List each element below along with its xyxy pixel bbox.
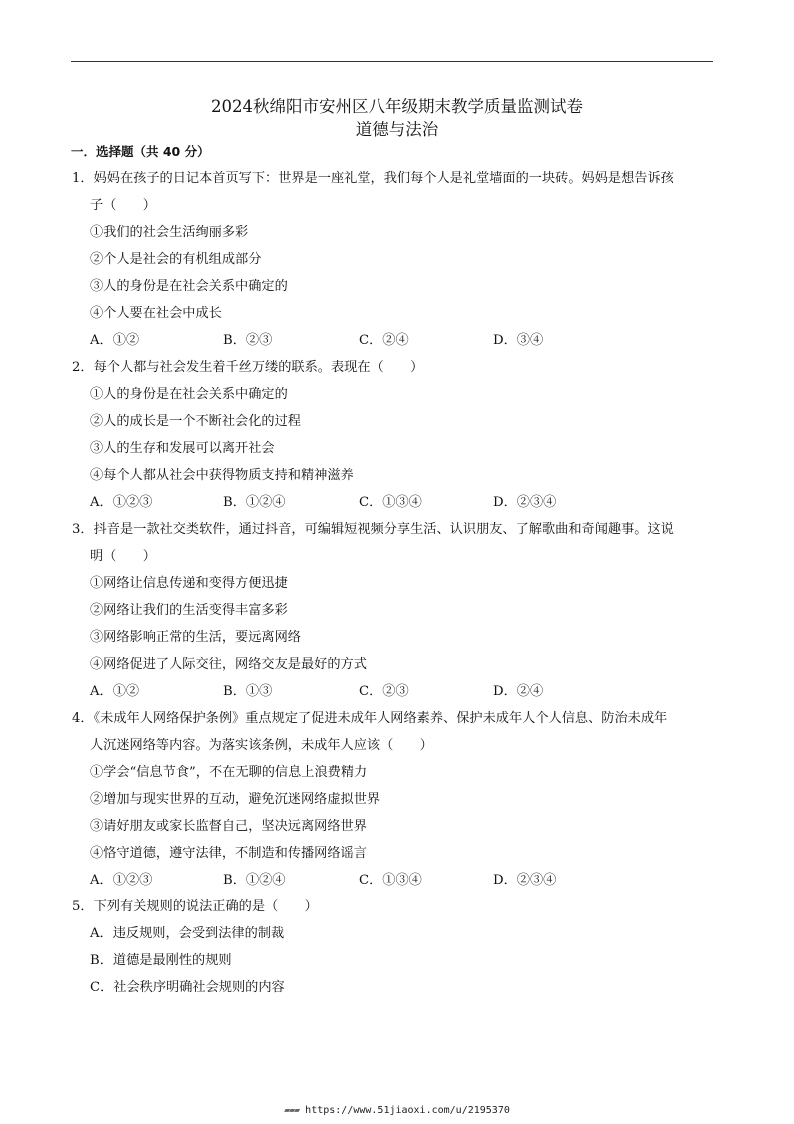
statement-option: ②增加与现实世界的互动，避免沉迷网络虚拟世界 xyxy=(90,792,381,807)
answer-choice-c: C．①③④ xyxy=(359,495,422,510)
statement-option: ②个人是社会的有机组成部分 xyxy=(90,252,262,267)
answer-choice-d: D．③④ xyxy=(493,333,544,348)
answer-choice-a: A．①②③ xyxy=(90,495,153,510)
statement-option: ③人的生存和发展可以离开社会 xyxy=(90,441,275,456)
answer-choice-a: A．①②③ xyxy=(90,873,153,888)
page-footer xyxy=(0,1104,794,1118)
exam-subject: 道德与法治 xyxy=(355,120,439,139)
question-stem: 1．妈妈在孩子的日记本首页写下：世界是一座礼堂，我们每个人是礼堂墙面的一块砖。妈妈是想告诉孩 xyxy=(72,171,674,186)
question-stem: 2．每个人都与社会发生着千丝万缕的联系。表现在（ ） xyxy=(72,360,424,375)
answer-choice-a: A．①② xyxy=(90,333,140,348)
statement-option: ③人的身份是在社会关系中确定的 xyxy=(90,279,288,294)
answer-choice-b: B．道德是最刚性的规则 xyxy=(90,953,232,968)
statement-option: ①学会“信息节食”，不在无聊的信息上浪费精力 xyxy=(90,765,368,780)
answer-choice-b: B．①③ xyxy=(223,684,273,699)
statement-option: ①网络让信息传递和变得方便迅捷 xyxy=(90,576,288,591)
answer-choice-a: A．违反规则，会受到法律的制裁 xyxy=(90,926,285,941)
answer-choice-c: C．①③④ xyxy=(359,873,422,888)
statement-option: ①我们的社会生活绚丽多彩 xyxy=(90,225,249,240)
section-heading: 一．选择题（共 40 分） xyxy=(71,144,210,159)
statement-option: ④每个人都从社会中获得物质支持和精神滋养 xyxy=(90,468,354,483)
statement-option: ④恪守道德，遵守法律，不制造和传播网络谣言 xyxy=(90,846,367,861)
header-rule xyxy=(71,61,713,62)
question-stem-continuation: 明（ ） xyxy=(90,549,156,564)
question-stem-continuation: 人沉迷网络等内容。为落实该条例，未成年人应该（ ） xyxy=(90,738,433,753)
answer-choice-c: C．②③ xyxy=(359,684,409,699)
statement-option: ①人的身份是在社会关系中确定的 xyxy=(90,387,288,402)
statement-option: ③请好朋友或家长监督自己，坚决远离网络世界 xyxy=(90,819,367,834)
question-stem-continuation: 子（ ） xyxy=(90,198,156,213)
answer-choice-a: A．①② xyxy=(90,684,140,699)
answer-choice-b: B．②③ xyxy=(223,333,273,348)
answer-choice-d: D．②④ xyxy=(493,684,544,699)
footer-link[interactable]: https://www.51jiaoxi.com/u/2195370 xyxy=(305,1105,510,1116)
question-stem: 5．下列有关规则的说法正确的是（ ） xyxy=(72,899,318,914)
watermark-logo-icon: ▰▰▰ xyxy=(284,1105,300,1116)
answer-choice-b: B．①②④ xyxy=(223,495,286,510)
statement-option: ③网络影响正常的生活，要远离网络 xyxy=(90,630,301,645)
answer-choice-d: D．②③④ xyxy=(493,873,557,888)
statement-option: ②人的成长是一个不断社会化的过程 xyxy=(90,414,301,429)
question-stem: 4．《未成年人网络保护条例》重点规定了促进未成年人网络素养、保护未成年人个人信息、防治未成年 xyxy=(72,711,668,726)
answer-choice-c: C．②④ xyxy=(359,333,409,348)
exam-title: 2024秋绵阳市安州区八年级期末教学质量监测试卷 xyxy=(211,97,583,116)
question-stem: 3．抖音是一款社交类软件，通过抖音，可编辑短视频分享生活、认识朋友、了解歌曲和奇闻趣事。这说 xyxy=(72,522,674,537)
answer-choice-b: B．①②④ xyxy=(223,873,286,888)
answer-choice-d: D．②③④ xyxy=(493,495,557,510)
statement-option: ④个人要在社会中成长 xyxy=(90,306,222,321)
statement-option: ④网络促进了人际交往，网络交友是最好的方式 xyxy=(90,657,367,672)
answer-choice-c: C．社会秩序明确社会规则的内容 xyxy=(90,980,285,995)
statement-option: ②网络让我们的生活变得丰富多彩 xyxy=(90,603,288,618)
